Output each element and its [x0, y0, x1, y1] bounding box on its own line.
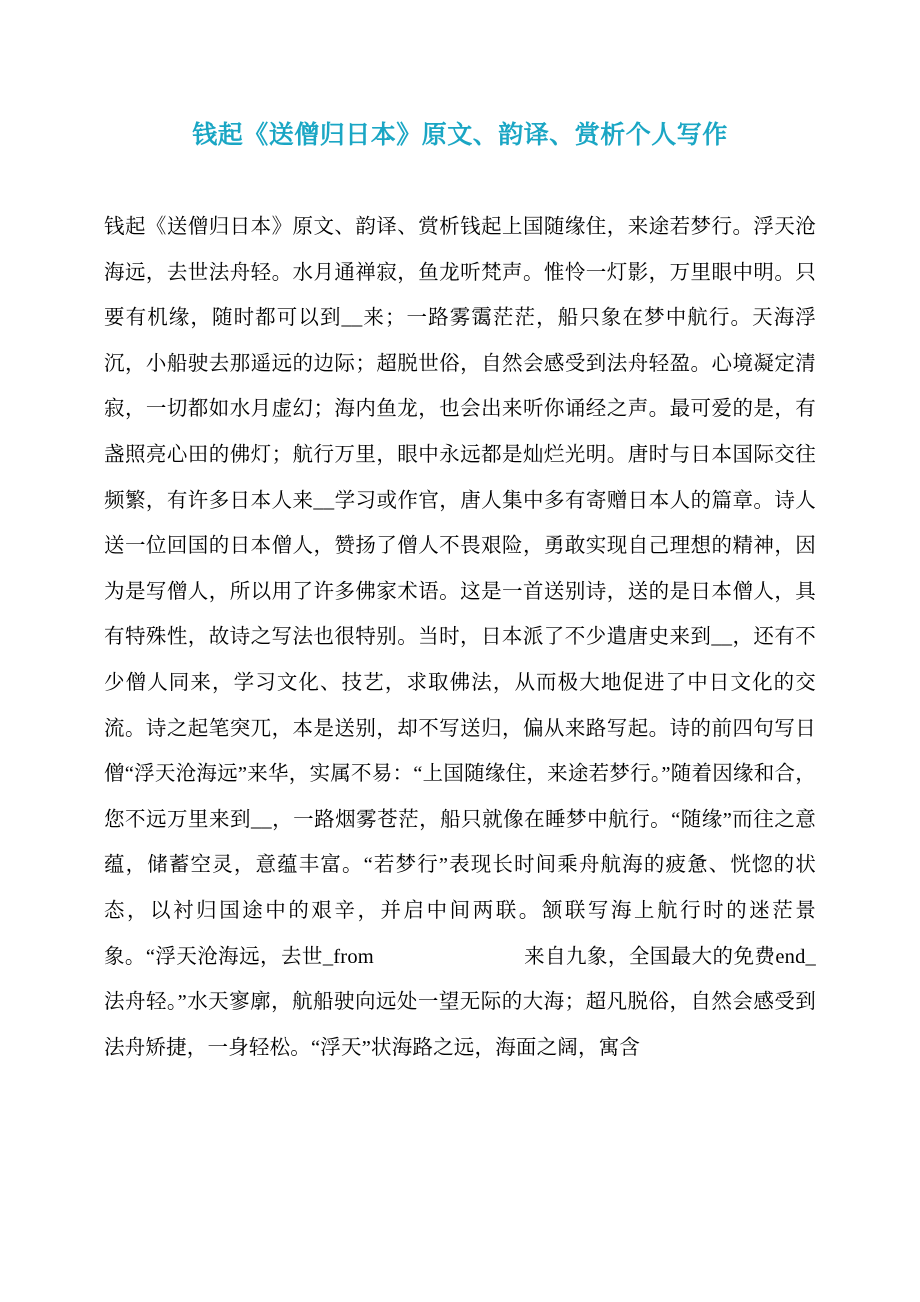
body-paragraph-part1: 钱起《送僧归日本》原文、韵译、赏析钱起上国随缘住，来途若梦行。浮天沧海远，去世法舟轻。水月通禅寂，鱼龙听梵声。惟怜一灯影，万里眼中明。只要有机缘，随时都可以到__来；一路雾霭茫茫，船只象在梦中航行。天海浮沉，小船驶去那遥远的边际；超脱世俗，自然会感受到法舟轻盈。心境凝定清寂，一切都如水月虚幻；海内鱼龙，也会出来听你诵经之声。最可爱的是，有盏照亮心田的佛灯；航行万里，眼中永远都是灿烂光明。唐时与日本国际交往频繁，有许多日本人来__学习或作官，唐人集中多有寄赠日本人的篇章。诗人送一位回国的日本僧人，赞扬了僧人不畏艰险，勇敢实现自己理想的精神，因为是写僧人，所以用了许多佛家术语。这是一首送别诗，送的是日本僧人，具有特殊性，故诗之写法也很特别。当时，日本派了不少遣唐史来到__，还有不少僧人同来，学习文化、技艺，求取佛法，从而极大地促进了中日文化的交流。诗之起笔突兀，本是送别，却不写送归，偏从来路写起。诗的前四句写日僧“浮天沧海远”来华，实属不易：“上国随缘住，来途若梦行。”随着因缘和合，您不远万里来到__，一路烟雾苍茫，船只就像在睡梦中航行。“随缘”而往之意蕴，储蓄空灵，意蕴丰富。“若梦行”表现长时间乘舟航海的疲惫、恍惚的状态，以衬归国途中的艰辛，并启中间两联。颔联写海上航行时的迷茫景象。“浮天沧海远，去世_from — [104, 216, 816, 968]
body-paragraph-part2: 来自九象，全国最大的免费end_法舟轻。”水天寥廓，航船驶向远处一望无际的大海；超凡脱俗，自然会感受到法舟矫捷，一身轻松。“浮天”状海路之远，海面之阔，寓含 — [104, 945, 816, 1059]
document-body — [104, 205, 816, 1071]
page-title: 钱起《送僧归日本》原文、韵译、赏析个人写作 — [192, 121, 728, 149]
body-paragraph — [104, 205, 816, 1071]
